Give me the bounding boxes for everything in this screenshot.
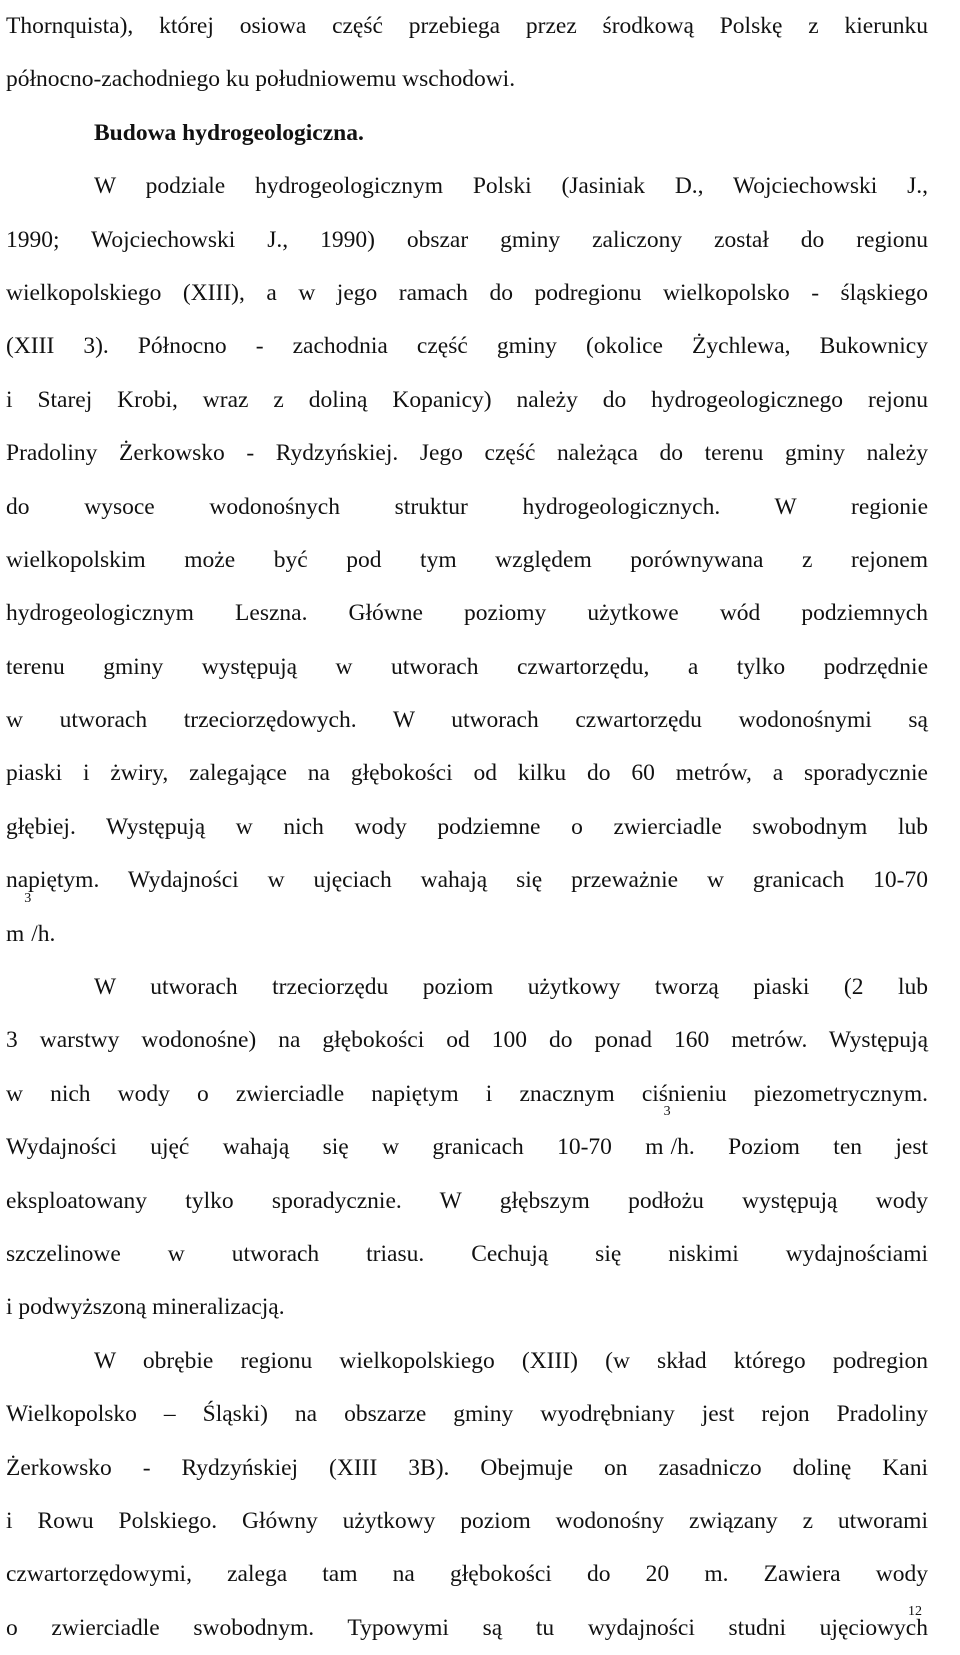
text-line: W podziale hydrogeologicznym Polski (Jasiniak D., Wojciechowski J.,: [94, 173, 928, 200]
text-line: o zwierciadle swobodnym. Typowymi są tu wydajności studni ujęciowych: [6, 1614, 928, 1641]
text-line: terenu gminy występują w utworach czwartorzędu, a tylko podrzędnie: [6, 653, 928, 680]
superscript: 3: [24, 890, 32, 906]
text-line: szczelinowe w utworach triasu. Cechują się niskimi wydajnościami: [6, 1240, 928, 1267]
text-line: [6, 1104, 928, 1174]
text-line: czwartorzędowymi, zalega tam na głębokości do 20 m. Zawiera wody: [6, 1561, 928, 1588]
text-line: W utworach trzeciorzędu poziom użytkowy tworzą piaski (2 lub: [94, 974, 928, 1001]
text-line: głębiej. Występują w nich wody podziemne o zwierciadle swobodnym lub: [6, 813, 928, 840]
text-line: Żerkowsko - Rydzyńskiej (XIII 3B). Obejmuje on zasadniczo dolinę Kani: [6, 1454, 928, 1481]
text-line: w utworach trzeciorzędowych. W utworach czwartorzędu wodonośnymi są: [6, 707, 928, 734]
text-line: [6, 890, 928, 961]
text-line: piaski i żwiry, zalegające na głębokości od kilku do 60 metrów, a sporadycznie: [6, 760, 928, 787]
unit-text: /h.: [31, 920, 56, 947]
text-line: W obrębie regionu wielkopolskiego (XIII) (w skład którego podregion: [94, 1347, 928, 1374]
text-line: 3 warstwy wodonośne) na głębokości od 100 do ponad 160 metrów. Występują: [6, 1027, 928, 1054]
document-page: [6, 0, 928, 1655]
text-line: 1990; Wojciechowski J., 1990) obszar gminy zaliczony został do regionu: [6, 226, 928, 253]
superscript: 3: [663, 1104, 671, 1120]
text-line: Wielkopolsko – Śląski) na obszarze gminy wyodrębniany jest rejon Pradoliny: [6, 1401, 928, 1428]
text-line: i Starej Krobi, wraz z doliną Kopanicy) należy do hydrogeologicznego rejonu: [6, 386, 928, 413]
text-line: w nich wody o zwierciadle napiętym i znacznym ciśnieniu piezometrycznym.: [6, 1080, 928, 1107]
page-number: 12: [908, 1604, 922, 1619]
text-segment: /h. Poziom ten jest: [670, 1134, 928, 1161]
unit-text: m: [6, 920, 25, 947]
text-line: do wysoce wodonośnych struktur hydrogeologicznych. W regionie: [6, 493, 928, 520]
text-line: Pradoliny Żerkowsko - Rydzyńskiej. Jego część należąca do terenu gminy należy: [6, 440, 928, 467]
text-segment: Wydajności ujęć wahają się w granicach 10-70 m: [6, 1134, 664, 1161]
text-line: (XIII 3). Północno - zachodnia część gminy (okolice Żychlewa, Bukownicy: [6, 333, 928, 360]
text-line: Thornquista), której osiowa część przebiega przez środkową Polskę z kierunku: [6, 13, 928, 39]
text-line: i podwyższoną mineralizacją.: [6, 1294, 285, 1321]
text-line: napiętym. Wydajności w ujęciach wahają się przeważnie w granicach 10-70: [6, 867, 928, 894]
text-line: wielkopolskim może być pod tym względem porównywana z rejonem: [6, 546, 928, 573]
text-line: północno-zachodniego ku południowemu wschodowi.: [6, 66, 516, 93]
text-line: hydrogeologicznym Leszna. Główne poziomy użytkowe wód podziemnych: [6, 600, 928, 627]
text-line: eksploatowany tylko sporadycznie. W głębszym podłożu występują wody: [6, 1187, 928, 1214]
section-heading: Budowa hydrogeologiczna.: [94, 119, 364, 146]
text-line: wielkopolskiego (XIII), a w jego ramach do podregionu wielkopolsko - śląskiego: [6, 279, 928, 306]
text-line: i Rowu Polskiego. Główny użytkowy poziom wodonośny związany z utworami: [6, 1507, 928, 1534]
